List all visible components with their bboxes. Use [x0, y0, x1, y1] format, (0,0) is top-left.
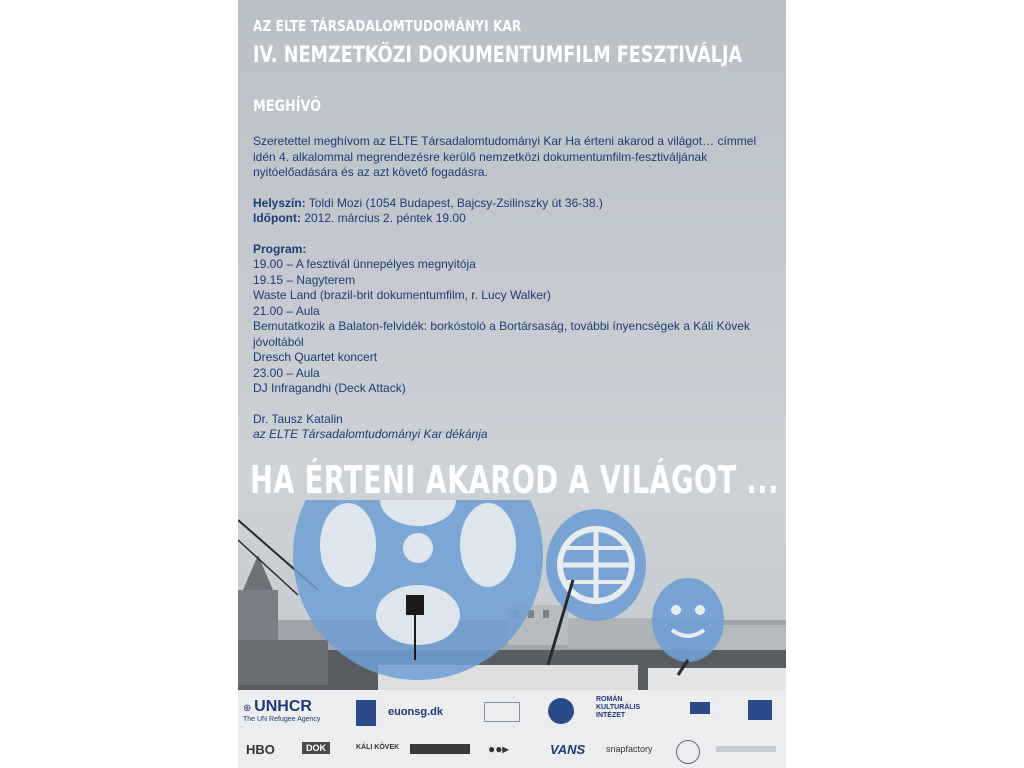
program-item: 21.00 – Aula: [253, 303, 320, 318]
program-item: 23.00 – Aula: [253, 365, 320, 380]
unhcr-name: UNHCR: [254, 698, 312, 715]
institute-logo-icon: [484, 702, 520, 722]
rooftop-scene-illustration: [238, 500, 786, 700]
sponsor-logo-bar: [238, 690, 786, 768]
signer-name: Dr. Tausz Katalin: [253, 411, 343, 426]
header-line-1: AZ ELTE TÁRSADALOMTUDOMÁNYI KAR: [253, 17, 522, 35]
program-item: 19.15 – Nagyterem: [253, 272, 356, 287]
text-logo-icon: [716, 746, 776, 752]
brand-logo-icon: [410, 744, 470, 754]
kali-kovek-logo: KÁLI KÖVEK: [356, 744, 400, 751]
roman-institute-logo: ROMÁN KULTURÁLIS INTÉZET: [596, 696, 641, 719]
crest-logo-icon: [356, 700, 376, 726]
unhcr-logo: [243, 698, 320, 723]
snapfactory-logo: snapfactory: [606, 744, 653, 754]
program-item: Dresch Quartet koncert: [253, 350, 378, 364]
invitation-body: [253, 134, 758, 443]
location-value: Toldi Mozi (1054 Budapest, Bajcsy-Zsilinszky út 36-38.): [305, 195, 603, 210]
euonsg-logo: euonsg.dk: [388, 706, 444, 718]
program-item: Bemutatkozik a Balaton-felvidék: borkóstoló a Bortársaság, további ínyencségek a Káli Kövek jóvoltából: [253, 319, 750, 349]
poster: [238, 0, 786, 768]
round-seal-icon: [676, 740, 700, 764]
square-logo-icon: [748, 700, 772, 720]
hbo-logo: HBO: [246, 742, 275, 757]
main-slogan: HA ÉRTENI AKAROD A VILÁGOT ...: [250, 458, 779, 502]
vans-logo: VANS: [550, 742, 586, 757]
dots-logo-icon: ●●▸: [488, 742, 509, 756]
location-label: Helyszín:: [253, 195, 306, 210]
unhcr-subtitle: The UN Refugee Agency: [243, 716, 321, 723]
program-item: 19.00 – A fesztivál ünnepélyes megnyitója: [253, 257, 476, 271]
time-line: [253, 211, 758, 227]
dok-logo: DOK: [302, 742, 330, 754]
program-item: Waste Land (brazil-brit dokumentumfilm, r. Lucy Walker): [253, 288, 551, 302]
time-value: 2012. március 2. péntek 19.00: [300, 211, 466, 225]
intro-text: Szeretettel meghívom az ELTE Társadalomtudományi Kar Ha érteni akarod a világot… címmel idén 4. alkalommal megrendezésre kerülő nemzetközi dokumentumfilm-fesztiváljának nyitóelőadására és az azt követő fogadásra.: [253, 134, 757, 179]
seal-logo-icon: [548, 698, 574, 724]
location-line: [253, 196, 758, 212]
signer-title: az ELTE Társadalomtudományi Kar dékánja: [253, 427, 488, 441]
time-label: Időpont:: [253, 211, 301, 225]
program-label: Program:: [253, 241, 307, 256]
eu-flag-icon: [690, 702, 710, 714]
invitation-heading: MEGHÍVÓ: [253, 96, 322, 115]
header-line-2: IV. NEMZETKÖZI DOKUMENTUMFILM FESZTIVÁLJA: [253, 43, 743, 68]
un-emblem-icon: ⊕: [243, 703, 252, 714]
program-item: DJ Infragandhi (Deck Attack): [253, 381, 406, 395]
